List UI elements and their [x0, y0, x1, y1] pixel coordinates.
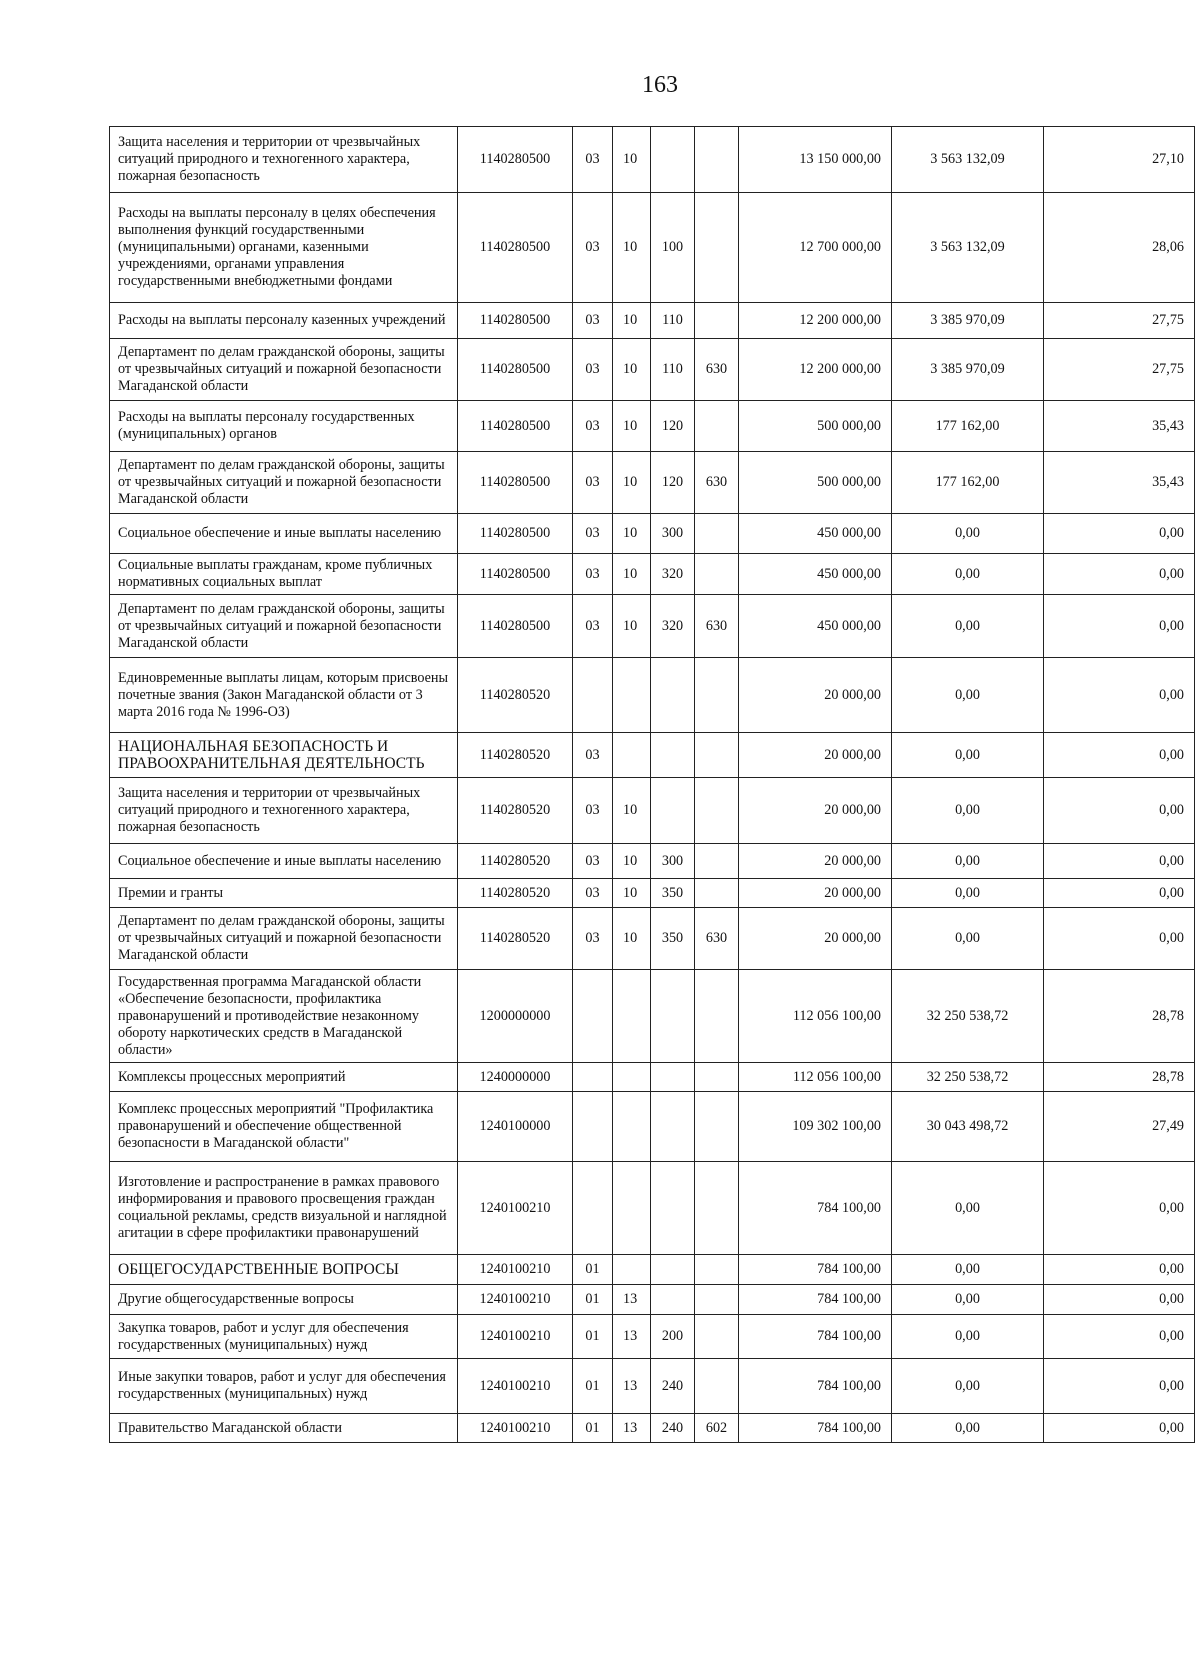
table-row: [110, 303, 1195, 339]
row-section: 03: [573, 514, 613, 554]
row-execution-percent: 0,00: [1044, 1162, 1195, 1255]
row-target-code: 1240100000: [458, 1092, 573, 1162]
row-expense-type: 110: [651, 303, 695, 339]
row-execution-percent: 0,00: [1044, 1285, 1195, 1315]
row-description: Комплексы процессных мероприятий: [110, 1063, 458, 1092]
table-row: [110, 1063, 1195, 1092]
row-description: Закупка товаров, работ и услуг для обеспечения государственных (муниципальных) нужд: [110, 1315, 458, 1359]
row-expense-type: [651, 658, 695, 733]
row-target-code: 1140280500: [458, 514, 573, 554]
row-actual-amount: 3 385 970,09: [892, 303, 1044, 339]
row-administrator: [695, 879, 739, 908]
row-execution-percent: 27,10: [1044, 127, 1195, 193]
row-subsection: 13: [613, 1359, 651, 1414]
row-target-code: 1140280500: [458, 554, 573, 595]
table-row: [110, 970, 1195, 1063]
row-subsection: [613, 1162, 651, 1255]
row-administrator: [695, 1285, 739, 1315]
row-subsection: 13: [613, 1285, 651, 1315]
row-description: Комплекс процессных мероприятий "Профилактика правонарушений и обеспечение общественной безопасности в Магаданской области": [110, 1092, 458, 1162]
row-execution-percent: 0,00: [1044, 514, 1195, 554]
row-description: Расходы на выплаты персоналу казенных учреждений: [110, 303, 458, 339]
row-description: Социальные выплаты гражданам, кроме публичных нормативных социальных выплат: [110, 554, 458, 595]
row-section: 03: [573, 595, 613, 658]
row-actual-amount: 0,00: [892, 1162, 1044, 1255]
row-subsection: [613, 733, 651, 778]
table-row: [110, 1414, 1195, 1443]
row-target-code: 1240100210: [458, 1315, 573, 1359]
row-description: Другие общегосударственные вопросы: [110, 1285, 458, 1315]
row-section: 03: [573, 303, 613, 339]
row-description: Защита населения и территории от чрезвычайных ситуаций природного и техногенного характера, пожарная безопасность: [110, 127, 458, 193]
row-administrator: [695, 193, 739, 303]
row-planned-amount: 109 302 100,00: [739, 1092, 892, 1162]
row-planned-amount: 20 000,00: [739, 733, 892, 778]
row-expense-type: 100: [651, 193, 695, 303]
row-section: [573, 658, 613, 733]
row-execution-percent: 0,00: [1044, 908, 1195, 970]
row-section: [573, 970, 613, 1063]
row-section: 03: [573, 127, 613, 193]
row-target-code: 1240000000: [458, 1063, 573, 1092]
table-row: [110, 127, 1195, 193]
table-row: [110, 1255, 1195, 1285]
row-actual-amount: 0,00: [892, 1315, 1044, 1359]
row-actual-amount: 0,00: [892, 879, 1044, 908]
row-subsection: 10: [613, 303, 651, 339]
row-description: Департамент по делам гражданской обороны, защиты от чрезвычайных ситуаций и пожарной безопасности Магаданской области: [110, 452, 458, 514]
row-administrator: [695, 1359, 739, 1414]
row-actual-amount: 177 162,00: [892, 401, 1044, 452]
row-execution-percent: 28,78: [1044, 970, 1195, 1063]
row-planned-amount: 20 000,00: [739, 908, 892, 970]
row-section: 03: [573, 879, 613, 908]
row-execution-percent: 35,43: [1044, 401, 1195, 452]
row-expense-type: 350: [651, 908, 695, 970]
row-administrator: [695, 127, 739, 193]
row-target-code: 1140280500: [458, 339, 573, 401]
table-row: [110, 908, 1195, 970]
row-subsection: 10: [613, 879, 651, 908]
row-target-code: 1140280500: [458, 303, 573, 339]
row-target-code: 1200000000: [458, 970, 573, 1063]
row-administrator: [695, 514, 739, 554]
row-description: Расходы на выплаты персоналу государственных (муниципальных) органов: [110, 401, 458, 452]
row-planned-amount: 784 100,00: [739, 1414, 892, 1443]
row-section: 03: [573, 908, 613, 970]
row-section: [573, 1063, 613, 1092]
table-row: [110, 844, 1195, 879]
row-actual-amount: 0,00: [892, 554, 1044, 595]
row-administrator: [695, 554, 739, 595]
table-row: [110, 452, 1195, 514]
row-expense-type: [651, 970, 695, 1063]
row-section: [573, 1162, 613, 1255]
row-administrator: [695, 401, 739, 452]
row-target-code: 1140280500: [458, 401, 573, 452]
row-description: Изготовление и распространение в рамках правового информирования и правового просвещения граждан социальной рекламы, средств визуальной и наглядной агитации в сфере профилактики правонарушений: [110, 1162, 458, 1255]
row-target-code: 1140280500: [458, 595, 573, 658]
budget-table: [109, 126, 1195, 1443]
row-subsection: [613, 1063, 651, 1092]
table-row: [110, 1162, 1195, 1255]
row-actual-amount: 0,00: [892, 658, 1044, 733]
row-description: Социальное обеспечение и иные выплаты населению: [110, 514, 458, 554]
row-description: Социальное обеспечение и иные выплаты населению: [110, 844, 458, 879]
row-subsection: 10: [613, 127, 651, 193]
row-actual-amount: 0,00: [892, 514, 1044, 554]
row-subsection: [613, 1255, 651, 1285]
row-administrator: [695, 1162, 739, 1255]
row-description: Защита населения и территории от чрезвычайных ситуаций природного и техногенного характера, пожарная безопасность: [110, 778, 458, 844]
row-subsection: 10: [613, 514, 651, 554]
table-row: [110, 1315, 1195, 1359]
row-actual-amount: 0,00: [892, 844, 1044, 879]
row-subsection: 13: [613, 1315, 651, 1359]
row-execution-percent: 0,00: [1044, 879, 1195, 908]
row-execution-percent: 0,00: [1044, 1414, 1195, 1443]
row-planned-amount: 784 100,00: [739, 1285, 892, 1315]
row-planned-amount: 784 100,00: [739, 1162, 892, 1255]
row-actual-amount: 0,00: [892, 1285, 1044, 1315]
row-planned-amount: 12 200 000,00: [739, 339, 892, 401]
row-actual-amount: 177 162,00: [892, 452, 1044, 514]
row-expense-type: 350: [651, 879, 695, 908]
row-planned-amount: 12 200 000,00: [739, 303, 892, 339]
table-row: [110, 1285, 1195, 1315]
row-expense-type: 200: [651, 1315, 695, 1359]
row-execution-percent: 27,75: [1044, 339, 1195, 401]
row-description: Департамент по делам гражданской обороны, защиты от чрезвычайных ситуаций и пожарной безопасности Магаданской области: [110, 595, 458, 658]
row-actual-amount: 3 563 132,09: [892, 193, 1044, 303]
row-target-code: 1140280520: [458, 658, 573, 733]
row-target-code: 1140280500: [458, 193, 573, 303]
row-section: 03: [573, 401, 613, 452]
row-subsection: 10: [613, 554, 651, 595]
row-description: Единовременные выплаты лицам, которым присвоены почетные звания (Закон Магаданской области от 3 марта 2016 года № 1996-ОЗ): [110, 658, 458, 733]
row-expense-type: 120: [651, 452, 695, 514]
row-target-code: 1140280520: [458, 844, 573, 879]
row-administrator: [695, 844, 739, 879]
row-description: Расходы на выплаты персоналу в целях обеспечения выполнения функций государственными (муниципальными) органами, казенными учреждениями, органами управления государственными внебюджетными фондами: [110, 193, 458, 303]
row-subsection: 10: [613, 844, 651, 879]
row-execution-percent: 0,00: [1044, 1315, 1195, 1359]
row-section: 03: [573, 844, 613, 879]
row-execution-percent: 27,75: [1044, 303, 1195, 339]
row-subsection: 10: [613, 908, 651, 970]
row-subsection: 10: [613, 401, 651, 452]
row-subsection: [613, 658, 651, 733]
row-actual-amount: 0,00: [892, 1255, 1044, 1285]
row-target-code: 1140280520: [458, 879, 573, 908]
table-row: [110, 879, 1195, 908]
row-execution-percent: 28,06: [1044, 193, 1195, 303]
row-administrator: [695, 1063, 739, 1092]
table-row: [110, 514, 1195, 554]
row-expense-type: [651, 1092, 695, 1162]
row-subsection: 10: [613, 778, 651, 844]
row-planned-amount: 450 000,00: [739, 514, 892, 554]
row-subsection: 10: [613, 452, 651, 514]
row-expense-type: [651, 1162, 695, 1255]
row-execution-percent: 0,00: [1044, 658, 1195, 733]
row-target-code: 1240100210: [458, 1162, 573, 1255]
row-administrator: [695, 303, 739, 339]
table-row: [110, 339, 1195, 401]
row-actual-amount: 3 385 970,09: [892, 339, 1044, 401]
table-row: [110, 1359, 1195, 1414]
row-section: 03: [573, 733, 613, 778]
row-planned-amount: 112 056 100,00: [739, 1063, 892, 1092]
row-actual-amount: 0,00: [892, 595, 1044, 658]
row-planned-amount: 12 700 000,00: [739, 193, 892, 303]
row-administrator: [695, 733, 739, 778]
row-subsection: 10: [613, 595, 651, 658]
row-description: Департамент по делам гражданской обороны, защиты от чрезвычайных ситуаций и пожарной безопасности Магаданской области: [110, 339, 458, 401]
row-target-code: 1140280500: [458, 127, 573, 193]
row-description: Иные закупки товаров, работ и услуг для обеспечения государственных (муниципальных) нужд: [110, 1359, 458, 1414]
row-execution-percent: 0,00: [1044, 733, 1195, 778]
row-expense-type: 320: [651, 595, 695, 658]
row-expense-type: 120: [651, 401, 695, 452]
row-actual-amount: 0,00: [892, 1414, 1044, 1443]
row-section: 01: [573, 1285, 613, 1315]
row-section: 01: [573, 1414, 613, 1443]
row-target-code: 1240100210: [458, 1285, 573, 1315]
row-actual-amount: 0,00: [892, 908, 1044, 970]
row-subsection: 10: [613, 339, 651, 401]
row-actual-amount: 32 250 538,72: [892, 970, 1044, 1063]
row-description: Департамент по делам гражданской обороны, защиты от чрезвычайных ситуаций и пожарной безопасности Магаданской области: [110, 908, 458, 970]
row-target-code: 1240100210: [458, 1414, 573, 1443]
row-execution-percent: 0,00: [1044, 778, 1195, 844]
row-target-code: 1140280520: [458, 778, 573, 844]
row-expense-type: [651, 778, 695, 844]
row-planned-amount: 500 000,00: [739, 452, 892, 514]
row-administrator: 630: [695, 452, 739, 514]
row-description: НАЦИОНАЛЬНАЯ БЕЗОПАСНОСТЬ И ПРАВООХРАНИТЕЛЬНАЯ ДЕЯТЕЛЬНОСТЬ: [110, 733, 458, 778]
table-row: [110, 401, 1195, 452]
row-description: Государственная программа Магаданской области «Обеспечение безопасности, профилактика правонарушений и противодействие незаконному обороту наркотических средств в Магаданской области»: [110, 970, 458, 1063]
row-planned-amount: 20 000,00: [739, 844, 892, 879]
row-section: 03: [573, 452, 613, 514]
row-actual-amount: 32 250 538,72: [892, 1063, 1044, 1092]
row-subsection: [613, 970, 651, 1063]
row-planned-amount: 784 100,00: [739, 1359, 892, 1414]
table-row: [110, 658, 1195, 733]
table-row: [110, 778, 1195, 844]
table-row: [110, 554, 1195, 595]
row-execution-percent: 35,43: [1044, 452, 1195, 514]
row-administrator: 630: [695, 339, 739, 401]
row-target-code: 1140280500: [458, 452, 573, 514]
page-number: 163: [642, 72, 678, 98]
row-administrator: [695, 970, 739, 1063]
row-description: Правительство Магаданской области: [110, 1414, 458, 1443]
row-administrator: [695, 1255, 739, 1285]
row-expense-type: [651, 1285, 695, 1315]
row-execution-percent: 0,00: [1044, 1255, 1195, 1285]
row-target-code: 1140280520: [458, 733, 573, 778]
row-target-code: 1240100210: [458, 1359, 573, 1414]
row-administrator: [695, 658, 739, 733]
table-row: [110, 595, 1195, 658]
row-expense-type: 320: [651, 554, 695, 595]
row-section: 01: [573, 1315, 613, 1359]
row-administrator: 602: [695, 1414, 739, 1443]
row-section: 01: [573, 1255, 613, 1285]
table-row: [110, 1092, 1195, 1162]
row-section: 01: [573, 1359, 613, 1414]
row-planned-amount: 784 100,00: [739, 1315, 892, 1359]
table-row: [110, 733, 1195, 778]
row-administrator: 630: [695, 595, 739, 658]
row-expense-type: 240: [651, 1359, 695, 1414]
row-planned-amount: 112 056 100,00: [739, 970, 892, 1063]
row-planned-amount: 450 000,00: [739, 595, 892, 658]
row-planned-amount: 20 000,00: [739, 778, 892, 844]
row-section: [573, 1092, 613, 1162]
row-administrator: 630: [695, 908, 739, 970]
row-target-code: 1140280520: [458, 908, 573, 970]
row-section: 03: [573, 193, 613, 303]
row-expense-type: 300: [651, 844, 695, 879]
row-planned-amount: 500 000,00: [739, 401, 892, 452]
row-description: Премии и гранты: [110, 879, 458, 908]
row-expense-type: [651, 1063, 695, 1092]
row-expense-type: [651, 1255, 695, 1285]
row-subsection: 10: [613, 193, 651, 303]
row-actual-amount: 0,00: [892, 778, 1044, 844]
row-planned-amount: 20 000,00: [739, 658, 892, 733]
row-planned-amount: 13 150 000,00: [739, 127, 892, 193]
table-row: [110, 193, 1195, 303]
row-execution-percent: 0,00: [1044, 1359, 1195, 1414]
row-planned-amount: 450 000,00: [739, 554, 892, 595]
row-expense-type: [651, 733, 695, 778]
row-execution-percent: 0,00: [1044, 595, 1195, 658]
row-expense-type: 300: [651, 514, 695, 554]
row-section: 03: [573, 778, 613, 844]
row-actual-amount: 3 563 132,09: [892, 127, 1044, 193]
row-administrator: [695, 778, 739, 844]
row-expense-type: [651, 127, 695, 193]
row-execution-percent: 0,00: [1044, 554, 1195, 595]
row-section: 03: [573, 339, 613, 401]
row-subsection: 13: [613, 1414, 651, 1443]
row-planned-amount: 20 000,00: [739, 879, 892, 908]
row-expense-type: 240: [651, 1414, 695, 1443]
row-actual-amount: 0,00: [892, 733, 1044, 778]
row-execution-percent: 0,00: [1044, 844, 1195, 879]
row-administrator: [695, 1092, 739, 1162]
row-actual-amount: 30 043 498,72: [892, 1092, 1044, 1162]
row-planned-amount: 784 100,00: [739, 1255, 892, 1285]
row-expense-type: 110: [651, 339, 695, 401]
row-subsection: [613, 1092, 651, 1162]
row-description: ОБЩЕГОСУДАРСТВЕННЫЕ ВОПРОСЫ: [110, 1255, 458, 1285]
row-administrator: [695, 1315, 739, 1359]
row-execution-percent: 27,49: [1044, 1092, 1195, 1162]
row-section: 03: [573, 554, 613, 595]
row-execution-percent: 28,78: [1044, 1063, 1195, 1092]
row-actual-amount: 0,00: [892, 1359, 1044, 1414]
row-target-code: 1240100210: [458, 1255, 573, 1285]
